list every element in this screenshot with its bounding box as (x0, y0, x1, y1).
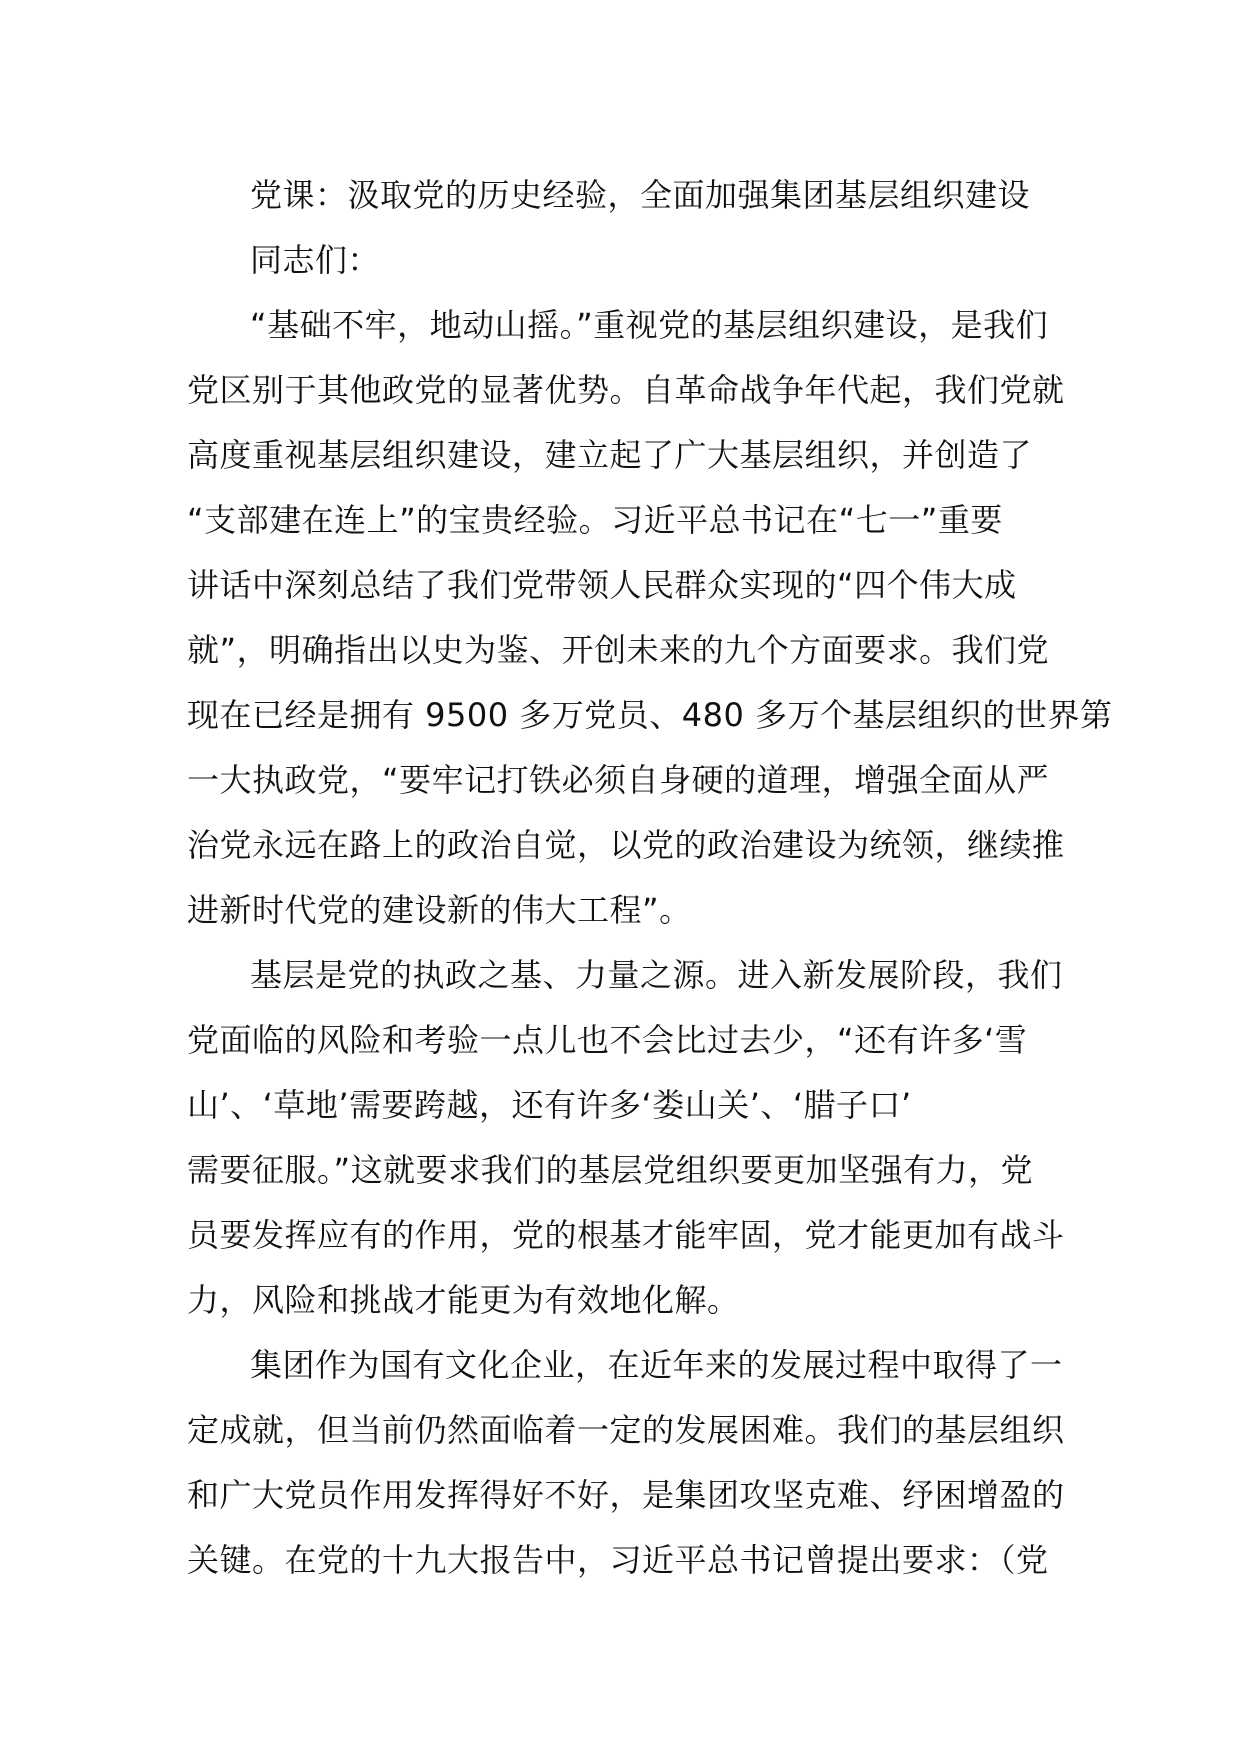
paragraph-line: 关键。在党的十九大报告中，习近平总书记曾提出要求：（党 (187, 1541, 1049, 1579)
paragraph-3 (187, 1333, 1065, 1593)
paragraph-line: 高度重视基层组织建设，建立起了广大基层组织，并创造了 (187, 436, 1033, 474)
paragraph-line: 需要征服。”这就要求我们的基层党组织要更加坚强有力，党 (187, 1151, 1034, 1189)
paragraph-line: 力，风险和挑战才能更为有效地化解。 (187, 1281, 740, 1319)
paragraph-line: 进新时代党的建设新的伟大工程”。 (187, 891, 692, 929)
paragraph-line: 现在已经是拥有 9500 多万党员、480 多万个基层组织的世界第 (187, 696, 1113, 734)
paragraph-line: 山’、‘草地’需要跨越，还有许多‘娄山关’、‘腊子口’ (187, 1086, 912, 1124)
paragraph-line: “支部建在连上”的宝贵经验。习近平总书记在“七一”重要 (187, 501, 1003, 539)
paragraph-line: 讲话中深刻总结了我们党带领人民群众实现的“四个伟大成 (187, 566, 1017, 604)
paragraph-line: 治党永远在路上的政治自觉，以党的政治建设为统领，继续推 (187, 826, 1065, 864)
document-body (187, 163, 1113, 1593)
paragraph-line: 就”，明确指出以史为鉴、开创未来的九个方面要求。我们党 (187, 631, 1050, 669)
document-title: 党课：汲取党的历史经验，全面加强集团基层组织建设 (250, 176, 1031, 214)
paragraph-line: 定成就，但当前仍然面临着一定的发展困难。我们的基层组织 (187, 1411, 1065, 1449)
paragraph-line: 员要发挥应有的作用，党的根基才能牢固，党才能更加有战斗 (187, 1216, 1065, 1254)
paragraph-line: 党区别于其他政党的显著优势。自革命战争年代起，我们党就 (187, 371, 1065, 409)
paragraph-line: “基础不牢，地动山摇。”重视党的基层组织建设，是我们 (250, 306, 1049, 344)
paragraph-line: 集团作为国有文化企业，在近年来的发展过程中取得了一 (250, 1346, 1063, 1384)
paragraph-line: 一大执政党，“要牢记打铁必须自身硬的道理，增强全面从严 (187, 761, 1050, 799)
paragraph-2 (187, 943, 1065, 1333)
paragraph-line: 和广大党员作用发挥得好不好，是集团攻坚克难、纾困增盈的 (187, 1476, 1065, 1514)
paragraph-line: 党面临的风险和考验一点儿也不会比过去少，“还有许多‘雪 (187, 1021, 1028, 1059)
paragraph-1 (187, 293, 1113, 943)
salutation: 同志们： (250, 241, 381, 279)
paragraph-line: 基层是党的执政之基、力量之源。进入新发展阶段，我们 (250, 956, 1063, 994)
